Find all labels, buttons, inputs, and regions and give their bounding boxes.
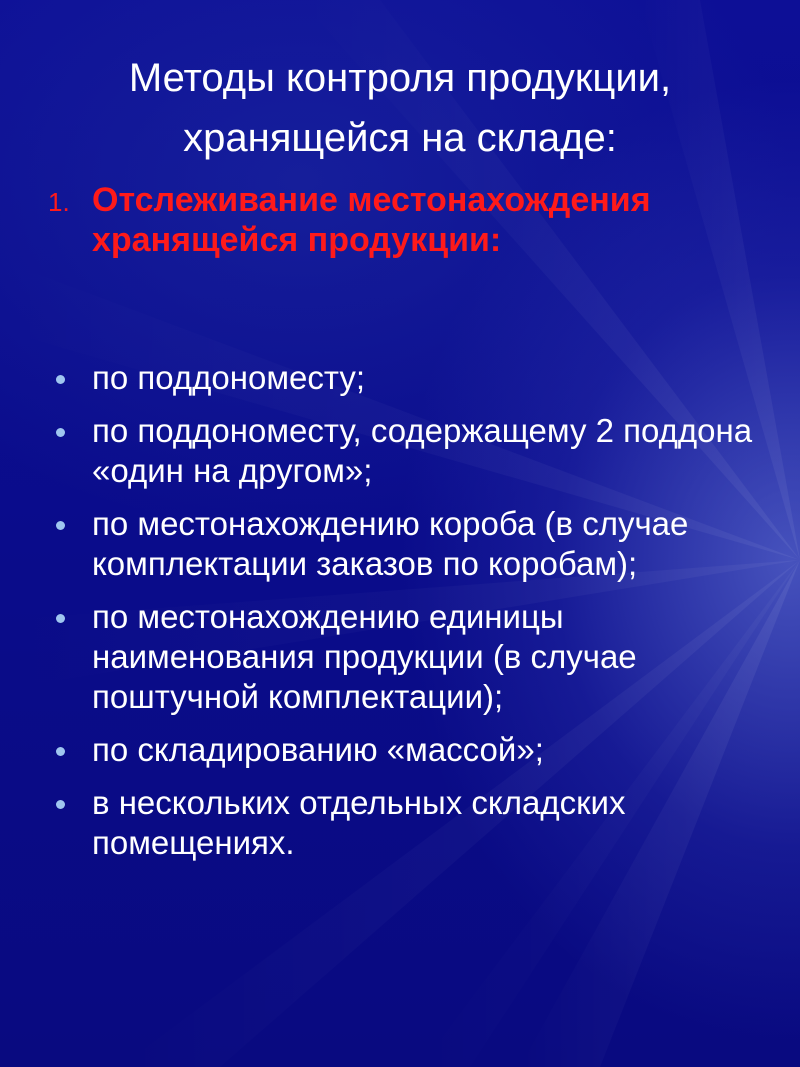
numbered-heading-text: Отслеживание местонахождения хранящейся продукции: xyxy=(92,181,651,259)
list-item-text: по поддономесту, содержащему 2 поддона «один на другом»; xyxy=(92,412,753,489)
slide-title xyxy=(0,48,800,168)
bullet-icon xyxy=(52,783,92,863)
list-item xyxy=(52,358,772,398)
bullet-icon xyxy=(52,504,92,584)
bullet-icon xyxy=(52,411,92,491)
bullet-icon xyxy=(52,730,92,770)
title-line-2: хранящейся на складе: xyxy=(183,116,617,160)
list-item xyxy=(52,597,772,717)
item-number: 1. xyxy=(48,187,70,217)
numbered-heading xyxy=(48,180,768,260)
list-item-text: по местонахождению короба (в случае комплектации заказов по коробам); xyxy=(92,505,689,582)
list-item xyxy=(52,411,772,491)
title-line-1: Методы контроля продукции, xyxy=(128,56,672,100)
list-item-text: по поддономесту; xyxy=(92,359,366,396)
list-item xyxy=(52,504,772,584)
bullet-icon xyxy=(52,358,92,398)
list-item-text: в нескольких отдельных складских помещениях. xyxy=(92,784,626,861)
list-item xyxy=(52,730,772,770)
list-item xyxy=(52,783,772,863)
bullet-icon xyxy=(52,597,92,717)
list-item-text: по складированию «массой»; xyxy=(92,731,544,768)
list-item-text: по местонахождению единицы наименования продукции (в случае поштучной комплектации); xyxy=(92,598,637,715)
bullet-list xyxy=(52,358,772,876)
